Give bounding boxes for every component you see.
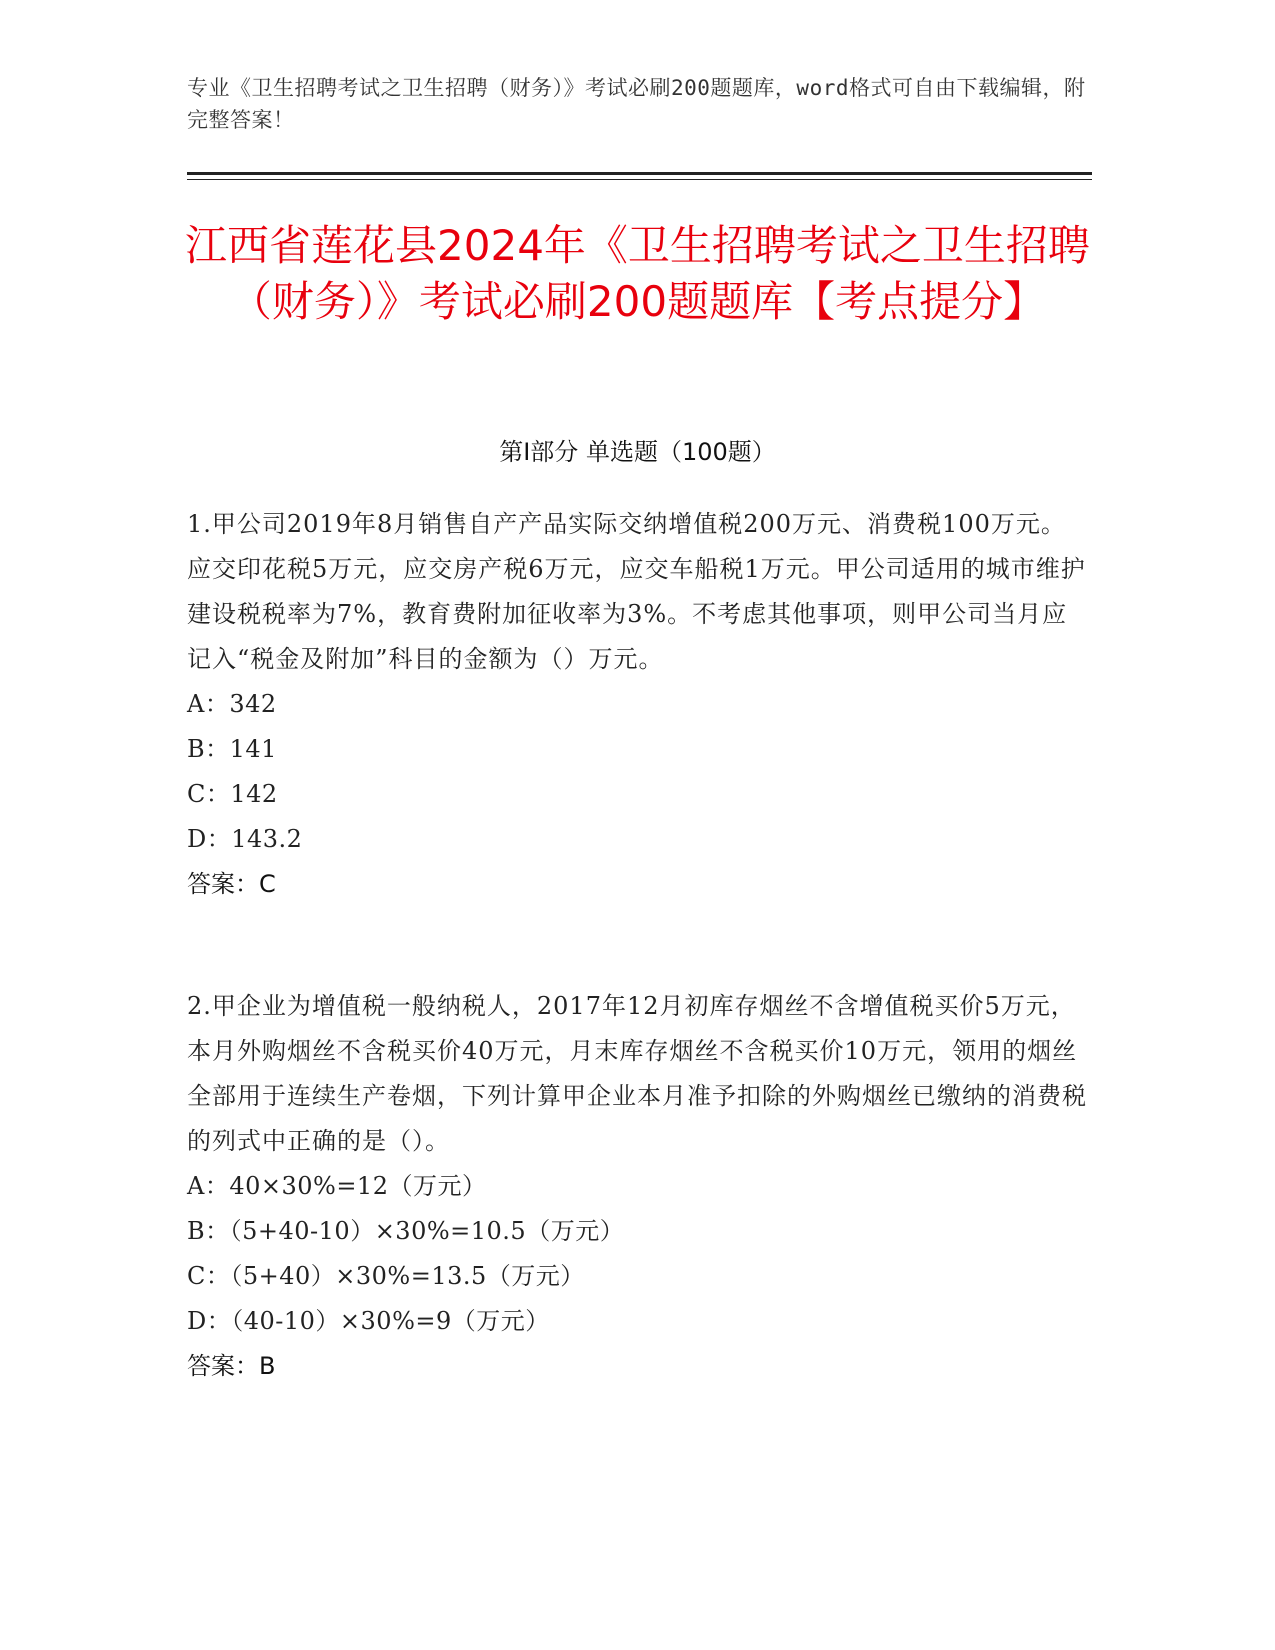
option-d: D：143.2 (187, 825, 303, 853)
answer: 答案：B (187, 1352, 276, 1380)
option-b: B：（5+40-10）×30%=10.5（万元） (187, 1217, 625, 1245)
question-stem: 1.甲公司2019年8月销售自产产品实际交纳增值税200万元、消费税100万元。应交印花税5万元，应交房产税6万元，应交车船税1万元。甲公司适用的城市维护建设税税率为7%，教育费附加征收率为3%。不考虑其他事项，则甲公司当月应记入“税金及附加”科目的金额为（）万元。 (187, 510, 1086, 673)
question-2 (187, 984, 1087, 1389)
header-note: 专业《卫生招聘考试之卫生招聘（财务）》考试必刷200题题库，word格式可自由下载编辑，附完整答案！ (187, 76, 1086, 132)
header-divider-thin (187, 179, 1092, 180)
option-c: C：142 (187, 780, 278, 808)
question-stem: 2.甲企业为增值税一般纳税人，2017年12月初库存烟丝不含增值税买价5万元，本月外购烟丝不含税买价40万元，月末库存烟丝不含税买价10万元，领用的烟丝全部用于连续生产卷烟，下列计算甲企业本月准予扣除的外购烟丝已缴纳的消费税的列式中正确的是（）。 (187, 992, 1087, 1155)
section-heading: 第I部分 单选题（100题） (499, 438, 776, 466)
answer: 答案：C (187, 870, 276, 898)
option-c: C：（5+40）×30%=13.5（万元） (187, 1262, 585, 1290)
document-title: 江西省莲花县2024年《卫生招聘考试之卫生招聘（财务）》考试必刷200题题库【考点提分】 (185, 221, 1090, 326)
option-a: A：40×30%=12（万元） (187, 1172, 487, 1200)
header-divider-thick (187, 172, 1092, 175)
option-a: A：342 (187, 690, 277, 718)
question-1 (187, 502, 1087, 907)
option-d: D：（40-10）×30%=9（万元） (187, 1307, 550, 1335)
option-b: B：141 (187, 735, 277, 763)
